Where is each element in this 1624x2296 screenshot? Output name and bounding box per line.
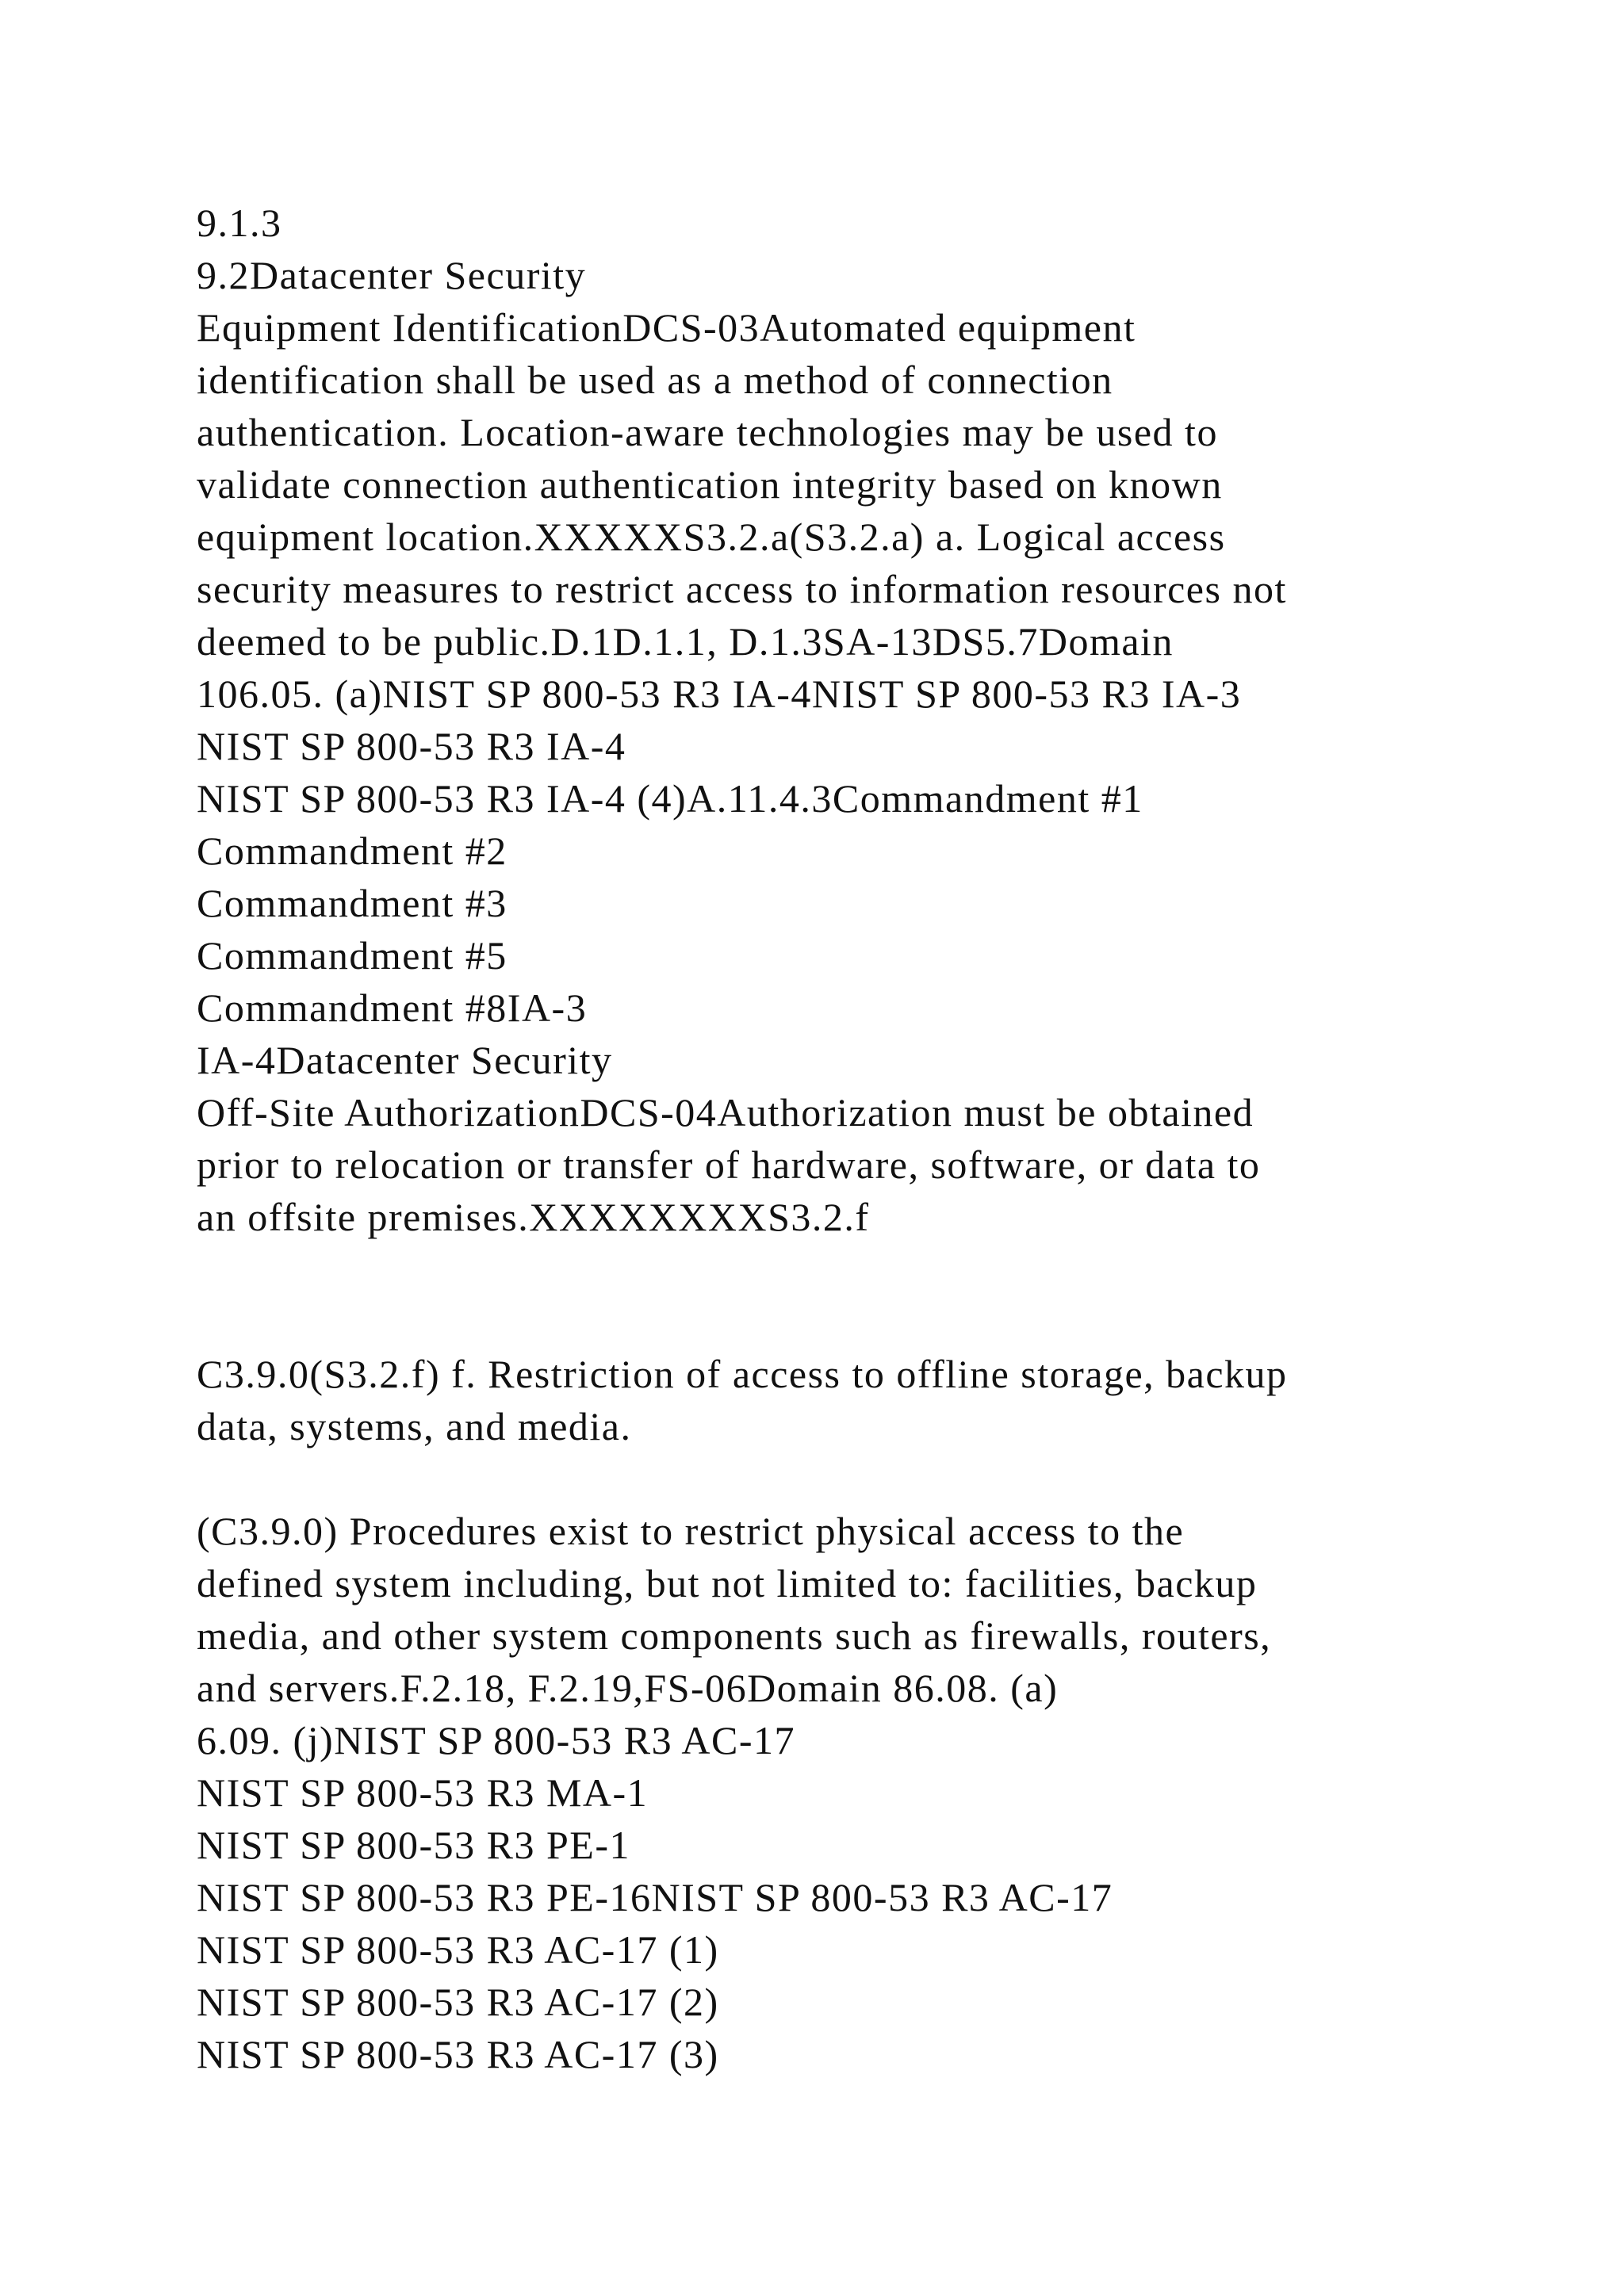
text-line: security measures to restrict access to information resources not — [197, 567, 1287, 611]
text-line: media, and other system components such as firewalls, routers, — [197, 1613, 1272, 1658]
text-line: NIST SP 800-53 R3 AC-17 (2) — [197, 1980, 719, 2024]
text-line: defined system including, but not limited to: facilities, backup — [197, 1561, 1258, 1605]
text-line: Commandment #2 — [197, 828, 508, 873]
text-line: NIST SP 800-53 R3 AC-17 (3) — [197, 2032, 719, 2076]
text-line: NIST SP 800-53 R3 IA-4 (4)A.11.4.3Commandment #1 — [197, 776, 1143, 821]
document-body — [197, 197, 1497, 2080]
text-line: Commandment #3 — [197, 881, 508, 925]
text-line: IA-4Datacenter Security — [197, 1038, 613, 1082]
text-line: (C3.9.0) Procedures exist to restrict physical access to the — [197, 1509, 1185, 1553]
blank-line — [197, 1243, 1497, 1295]
text-line: 106.05. (a)NIST SP 800-53 R3 IA-4NIST SP 800-53 R3 IA-3 — [197, 672, 1242, 716]
text-line: 6.09. (j)NIST SP 800-53 R3 AC-17 — [197, 1718, 796, 1762]
text-line: equipment location.XXXXXS3.2.a(S3.2.a) a. Logical access — [197, 515, 1226, 559]
text-line: NIST SP 800-53 R3 IA-4 — [197, 724, 626, 768]
text-line: prior to relocation or transfer of hardware, software, or data to — [197, 1142, 1261, 1187]
text-line: NIST SP 800-53 R3 AC-17 (1) — [197, 1927, 719, 1972]
text-line: an offsite premises.XXXXXXXXS3.2.f — [197, 1195, 870, 1239]
text-line: Commandment #8IA-3 — [197, 985, 588, 1030]
text-line: 9.2Datacenter Security — [197, 253, 587, 297]
text-line: authentication. Location-aware technologies may be used to — [197, 410, 1218, 454]
text-line: NIST SP 800-53 R3 PE-16NIST SP 800-53 R3 AC-17 — [197, 1875, 1113, 1919]
text-line: 9.1.3 — [197, 201, 282, 245]
text-line: validate connection authentication integrity based on known — [197, 462, 1223, 507]
blank-line — [197, 1452, 1497, 1505]
text-line: and servers.F.2.18, F.2.19,FS-06Domain 86.08. (a) — [197, 1666, 1059, 1710]
text-line: NIST SP 800-53 R3 PE-1 — [197, 1823, 630, 1867]
text-line: identification shall be used as a method of connection — [197, 358, 1113, 402]
text-line: Equipment IdentificationDCS-03Automated equipment — [197, 305, 1136, 350]
text-line: NIST SP 800-53 R3 MA-1 — [197, 1770, 649, 1815]
text-line: data, systems, and media. — [197, 1404, 632, 1448]
blank-line — [197, 1295, 1497, 1348]
text-line: C3.9.0(S3.2.f) f. Restriction of access to offline storage, backup — [197, 1352, 1288, 1396]
text-line: deemed to be public.D.1D.1.1, D.1.3SA-13DS5.7Domain — [197, 619, 1174, 664]
text-line: Commandment #5 — [197, 933, 508, 978]
text-line: Off-Site AuthorizationDCS-04Authorization must be obtained — [197, 1090, 1254, 1135]
